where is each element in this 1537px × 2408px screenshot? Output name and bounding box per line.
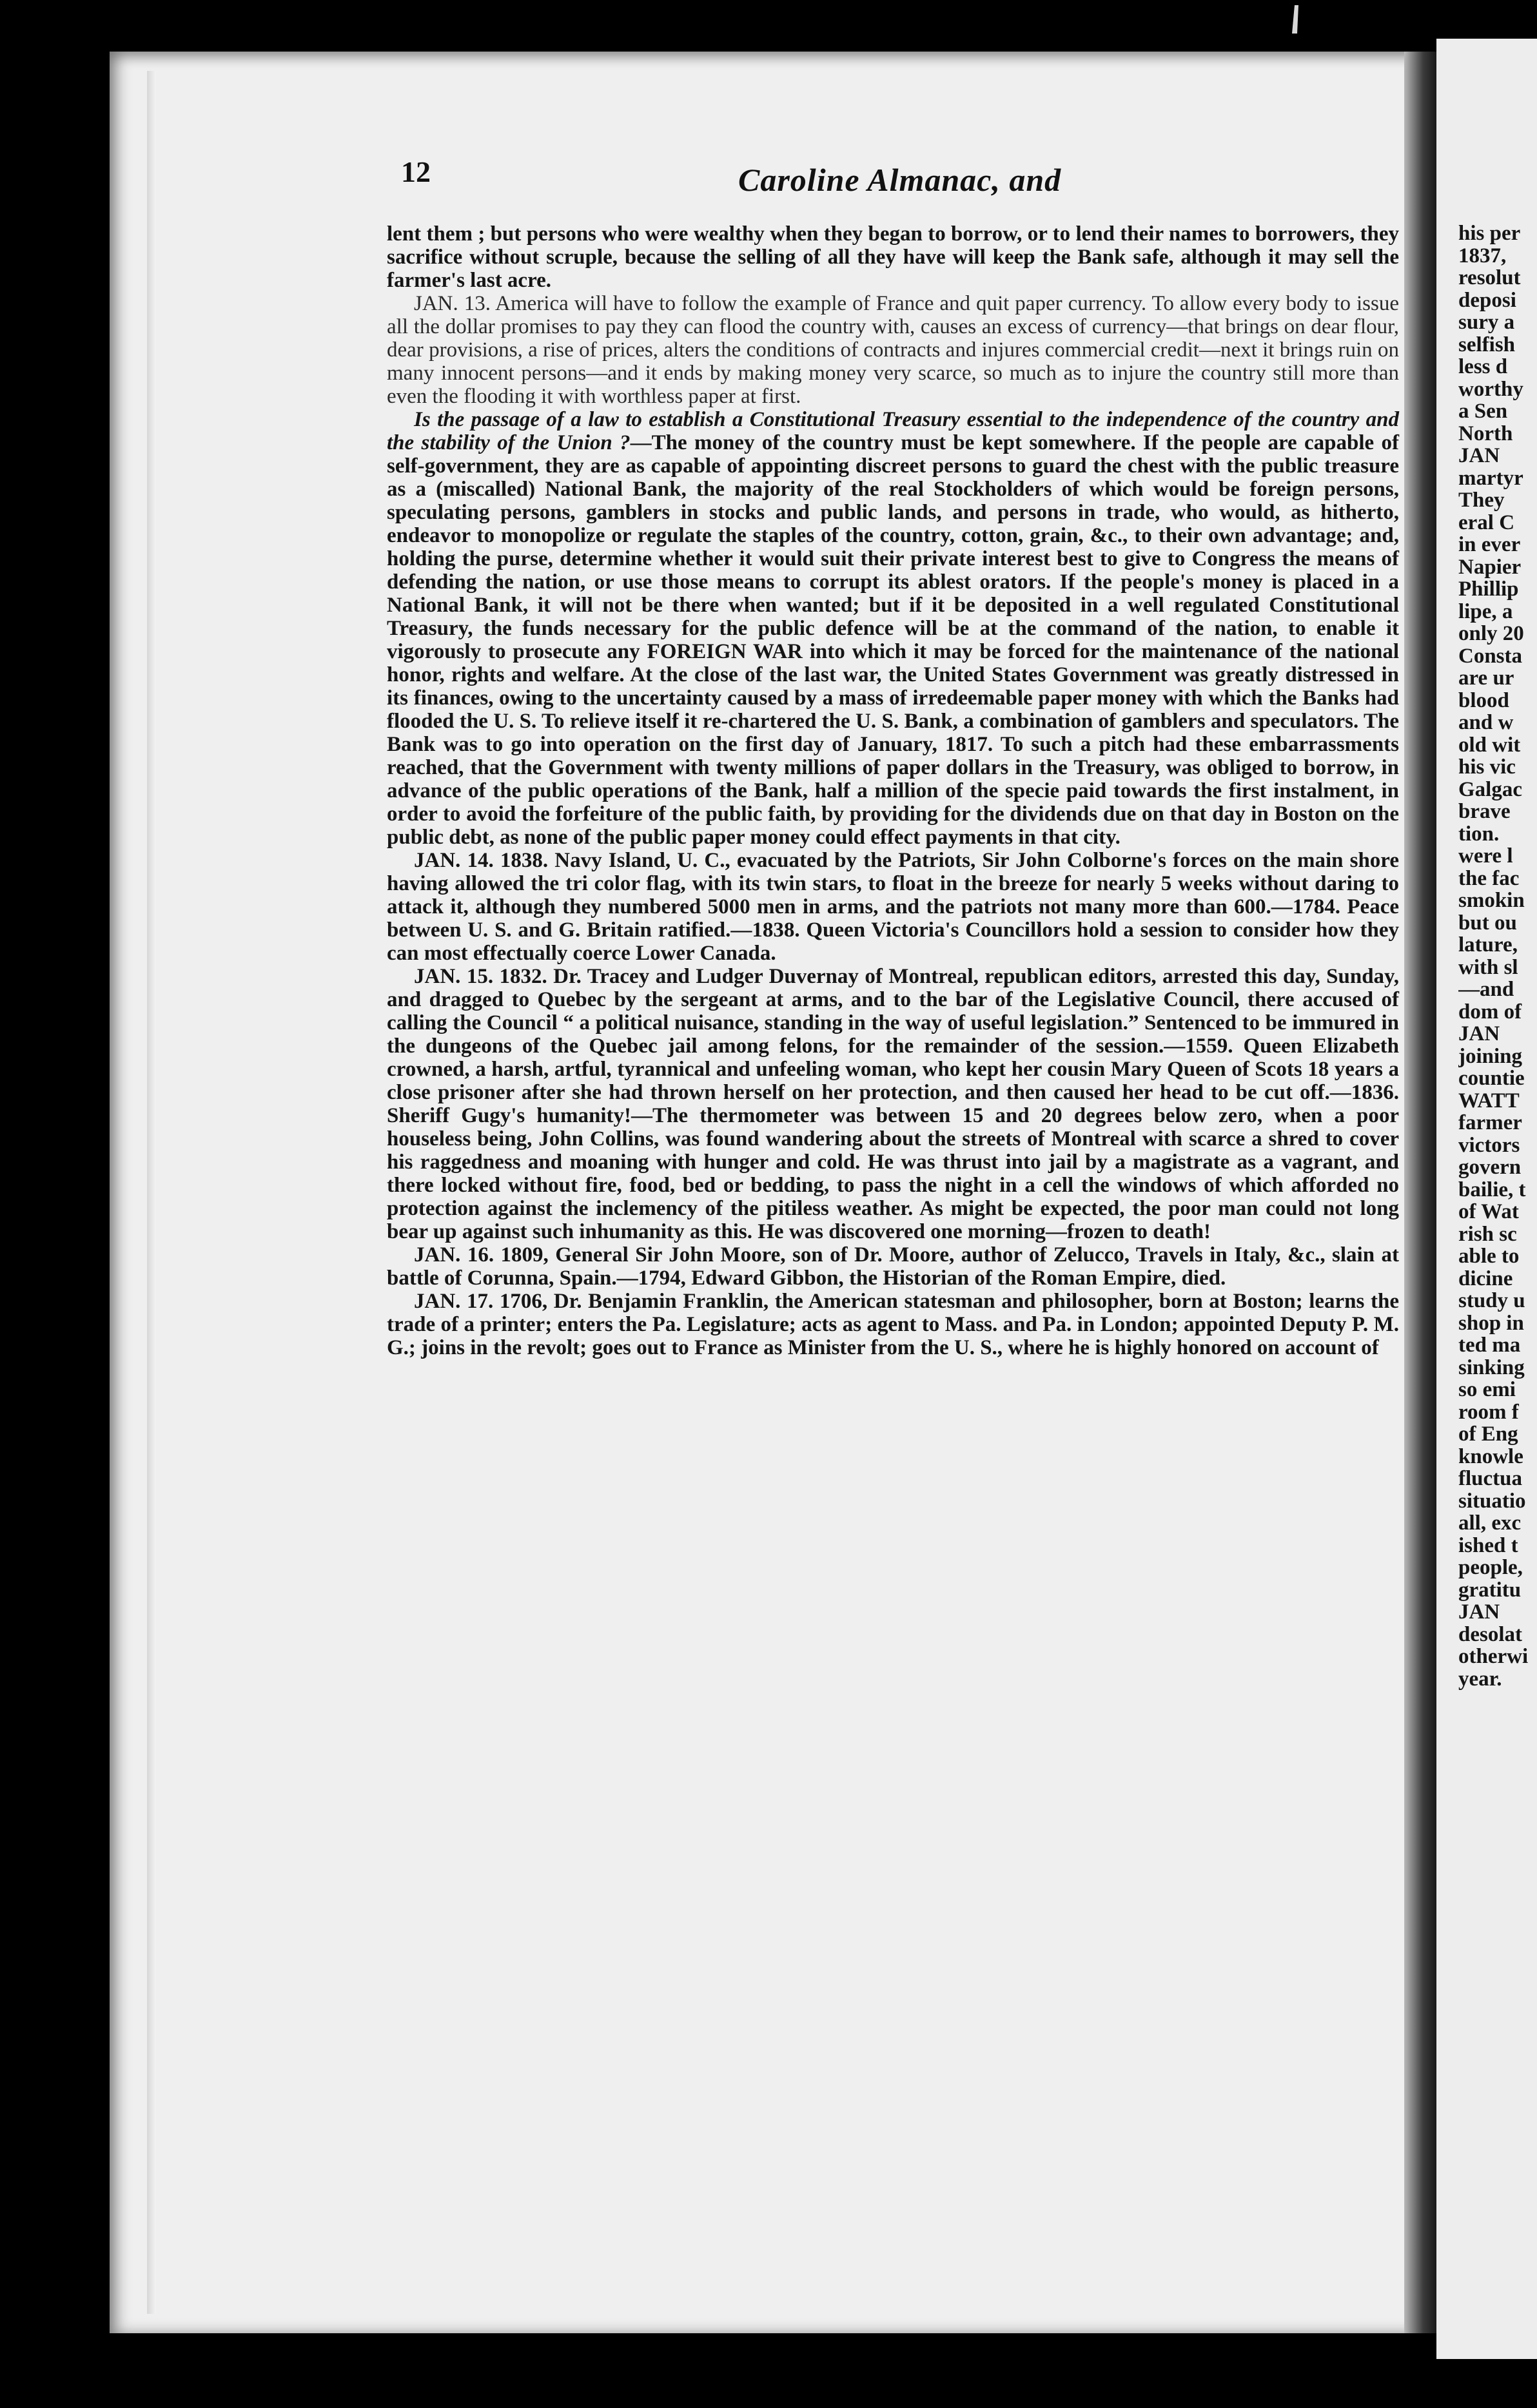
paragraph-jan-14 [387, 849, 1399, 965]
paragraph-jan-16 [387, 1243, 1399, 1290]
right-page-line: lipe, a [1458, 599, 1513, 623]
right-page-line: countie [1458, 1067, 1525, 1090]
right-page-line: his vic [1458, 755, 1516, 779]
right-page-line: Napier [1458, 555, 1522, 579]
right-page-line: study u [1458, 1289, 1525, 1312]
right-page-line: WATT [1458, 1089, 1520, 1112]
scan-mark [1289, 5, 1302, 34]
right-page-line: shop in [1458, 1311, 1524, 1335]
right-page-line: sury a [1458, 311, 1515, 334]
right-page-line: only 20 [1458, 622, 1524, 645]
right-page-line: farmer [1458, 1111, 1522, 1134]
paragraph-text: JAN. 15. 1832. Dr. Tracey and Ludger Duvernay of Montreal, republican editors, arrested this day, Sunday, and dragged to Quebec by the sergeant at arms, and to the bar of the Legislative Council, there accused of calling the Council “ a political nuisance, standing in the way of useful legislation.” Sentenced to be immured in the dungeons of the Quebec jail among felons, for the remainder of the session.—1559. Queen Elizabeth crowned, a harsh, artful, tyrannical and unfeeling woman, who kept her cousin Mary Queen of Scots 18 years a close prisoner after she had thrown herself on her protection, and then caused her head to be cut off.—1836. Sheriff Gugy's humanity!—The thermometer was between 15 and 20 degrees below zero, when a poor houseless being, John Collins, was found wandering about the streets of Montreal with scarce a shred to cover his raggedness and moaning with hunger and cold. He was thrust into jail by a magistrate as a vagrant, and there locked without fire, food, bed or bedding, to pass the night in a cell the windows of which afforded no protection against the inclemency of the pitiless weather. As might be expected, the poor man could not long bear up against such inhumanity as this. He was discovered one morning—frozen to death! [387, 965, 1399, 1243]
right-page-line: situatio [1458, 1489, 1526, 1513]
right-page-line: govern [1458, 1156, 1522, 1179]
right-page-line: Galgac [1458, 777, 1522, 801]
right-page-line: selfish [1458, 333, 1516, 356]
paragraph-jan-13 [387, 292, 1399, 408]
right-page-line: knowle [1458, 1444, 1523, 1468]
right-page-line: in ever [1458, 533, 1521, 556]
paragraph-text: —The money of the country must be kept somewhere. If the people are capable of self-government, they are as capable of appointing discreet persons to guard the chest with the public treasure as a (miscalled) National Bank, the majority of the real Stockholders of which would be foreign persons, speculating persons, gamblers in stocks and public lands, and persons in trade, who would, as hitherto, endeavor to monopolize or regulate the staples of the country, cotton, grain, &c., to their own advantage; and, holding the purse, determine whether it would suit their private interest best to give to Congress the means of defending the nation, or use those means to corrupt its ablest orators. If the people's money is placed in a National Bank, it will not be there when wanted; but if it be deposited in a well regulated Constitutional Treasury, the funds necessary for the public defence will be at the command of the nation, to enable it vigorously to prosecute any FOREIGN WAR into which it may be forced for the maintenance of the national honor, rights and welfare. At the close of the last war, the United States Government was greatly distressed in its finances, owing to the uncertainty caused by a mass of irredeemable paper money with which the Banks had flooded the U. S. To relieve itself it re-chartered the U. S. Bank, a combination of gamblers and speculators. The Bank was to go into operation on the first day of January, 1817. To such a pitch had these embarrassments reached, that the Government with twenty millions of paper dollars in the Treasury, was obliged to borrow, in advance of the public operations of the Bank, half a million of the specie paid towards the first instalment, in order to avoid the forfeiture of the public faith, by providing for the dividends due on that day in Boston on the public debt, as none of the public paper money could effect payments in that city. [387, 431, 1399, 849]
right-page-line: room f [1458, 1400, 1519, 1424]
page-number: 12 [401, 155, 431, 188]
right-page-line: dom of [1458, 1000, 1522, 1024]
right-page-line: people, [1458, 1556, 1523, 1579]
paragraph-text: JAN. 14. 1838. Navy Island, U. C., evacuated by the Patriots, Sir John Colborne's forces on the main shore having allowed the tri color flag, with its twin stars, to float in the breeze for nearly 5 weeks without daring to attack it, although they numbered 5000 men in arms, and the patriots not many more than 600.—1784. Peace between U. S. and G. Britain ratified.—1838. Queen Victoria's Councillors hold a session to consider how they can most effectually coerce Lower Canada. [387, 849, 1399, 965]
right-page-line: year. [1458, 1667, 1502, 1690]
right-page-line: old wit [1458, 733, 1521, 757]
paragraph-p1 [387, 222, 1399, 292]
right-page-line: rish sc [1458, 1222, 1517, 1246]
paragraph-text: JAN. 16. 1809, General Sir John Moore, son of Dr. Moore, author of Zelucco, Travels in Italy, &c., slain at battle of Corunna, Spain.—1794, Edward Gibbon, the Historian of the Roman Empire, died. [387, 1243, 1399, 1290]
paragraph-treasury [387, 408, 1399, 849]
text-column [387, 222, 1399, 1359]
right-page-line: —and [1458, 978, 1514, 1001]
right-page-line: a Sen [1458, 400, 1508, 423]
right-page-line: worthy [1458, 377, 1523, 401]
running-head: Caroline Almanac, and [738, 162, 1062, 198]
right-page-line: JAN [1458, 1600, 1500, 1624]
right-page-line: victors [1458, 1133, 1520, 1157]
right-page-line: JAN [1458, 1022, 1500, 1045]
right-page-line: 1837, [1458, 244, 1507, 267]
right-page-line: smokin [1458, 889, 1525, 912]
paragraph-jan-15 [387, 965, 1399, 1243]
right-page-line: desolat [1458, 1622, 1522, 1646]
right-page-line: eral C [1458, 510, 1515, 534]
right-page-line: his per [1458, 222, 1521, 245]
right-page-line: lature, [1458, 933, 1518, 956]
right-page-line: tion. [1458, 822, 1500, 846]
right-page-line: of Wat [1458, 1200, 1519, 1223]
right-page-line: so emi [1458, 1378, 1516, 1401]
right-page-line: sinking [1458, 1355, 1525, 1379]
right-page-line: North [1458, 422, 1513, 445]
right-page-line: JAN [1458, 444, 1500, 467]
right-page-line: able to [1458, 1245, 1520, 1268]
paragraph-text: JAN. 13. America will have to follow the example of France and quit paper currency. To allow every body to issue all the dollar promises to pay they can flood the country with, causes an excess of currency—that brings on dear flour, dear provisions, a rise of prices, alters the conditions of contracts and injures commercial credit—next it brings ruin on many innocent persons—and it ends by making money very scarce, so much as to injure the country still more than even the flooding it with worthless paper at first. [387, 292, 1399, 408]
right-page-line: ted ma [1458, 1334, 1521, 1357]
paragraph-jan-17 [387, 1290, 1399, 1359]
right-page-line: of Eng [1458, 1422, 1518, 1446]
right-page-line: are ur [1458, 666, 1514, 690]
right-page-line: ished t [1458, 1533, 1518, 1557]
right-page-line: Phillip [1458, 578, 1519, 601]
right-page-line: and w [1458, 711, 1514, 734]
right-page-line: They [1458, 489, 1505, 512]
right-page-line: dicine [1458, 1267, 1513, 1290]
right-page-line: fluctua [1458, 1467, 1522, 1490]
right-page-line: resolut [1458, 266, 1521, 289]
right-page-line: brave [1458, 800, 1511, 823]
right-page-line: deposi [1458, 288, 1516, 312]
book-gutter [1404, 52, 1436, 2333]
right-page-line: joining [1458, 1044, 1523, 1068]
right-page-line: martyr [1458, 466, 1523, 490]
paragraph-text: lent them ; but persons who were wealthy when they began to borrow, or to lend their names to borrowers, they sacrifice without scruple, because the selling of all they have will keep the Bank safe, although it may sell the farmer's last acre. [387, 222, 1399, 292]
right-page-line: the fac [1458, 866, 1520, 890]
right-page-column [1458, 222, 1537, 1690]
right-page-line: Consta [1458, 644, 1523, 668]
paragraph-text: JAN. 17. 1706, Dr. Benjamin Franklin, the American statesman and philosopher, born at Boston; learns the trade of a printer; enters the Pa. Legislature; acts as agent to Mass. and Pa. in London; appointed Deputy P. M. G.; joins in the revolt; goes out to France as Minister from the U. S., where he is highly honored on account of [387, 1290, 1399, 1359]
italic-question: Is the passage of a law to establish a Constitutional Treasury essential to the independence of the country and the stability of the Union ? [387, 408, 1399, 454]
right-page-line: otherwi [1458, 1645, 1529, 1668]
right-page-line: but ou [1458, 911, 1517, 935]
right-page-line: less d [1458, 355, 1508, 378]
right-page-line: with sl [1458, 955, 1518, 979]
right-page-line: bailie, t [1458, 1178, 1526, 1201]
right-page-line: gratitu [1458, 1578, 1522, 1602]
right-page-line: were l [1458, 844, 1513, 868]
right-page-line: blood [1458, 688, 1509, 712]
right-page-line: all, exc [1458, 1511, 1522, 1535]
